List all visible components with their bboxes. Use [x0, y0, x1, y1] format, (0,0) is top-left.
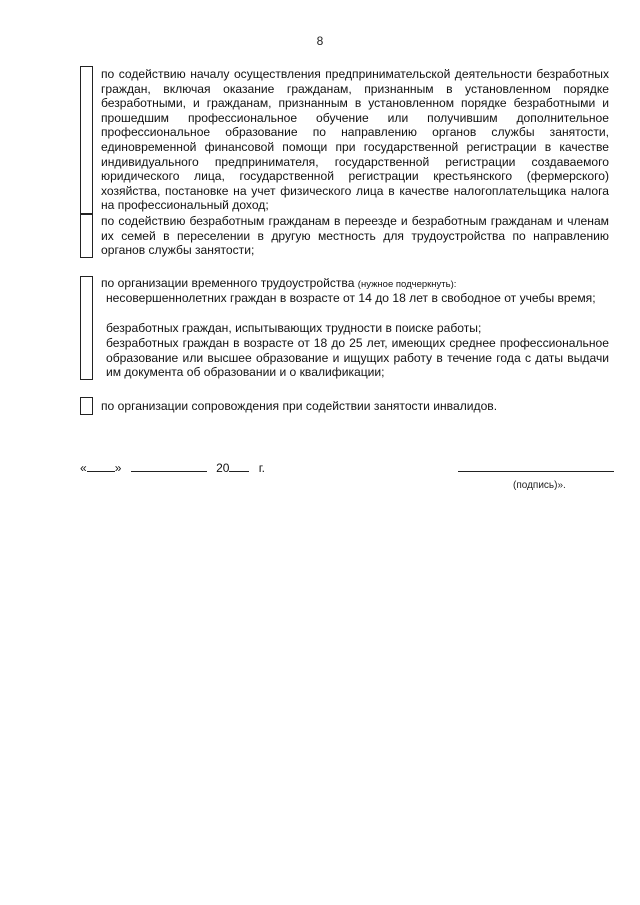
date-close-quote: »: [114, 461, 122, 475]
month-blank[interactable]: [131, 461, 207, 472]
signature-label: (подпись)».: [513, 480, 566, 491]
checkbox-relocation[interactable]: [80, 214, 93, 258]
signature-blank[interactable]: [458, 461, 614, 472]
year-suffix: г.: [258, 461, 266, 475]
checkbox-temporary-employment[interactable]: [80, 276, 93, 380]
option-disabled-support-text: по организации сопровождения при содействии занятости инвалидов.: [101, 399, 498, 413]
checkbox-disabled-support[interactable]: [80, 397, 93, 415]
option-entrepreneurship-text: по содействию началу осуществления предпринимательской деятельности безработных граждан, включая оказание гражданам, признанным в установленном порядке безработными, и гражданам, признанным в установленном порядке безработными и прошедшим профессиональное обучение или получившим дополнительное профессиональное образование по направлению органов службы занятости, единовременной финансовой помощи при государственной регистрации в качестве индивидуального предпринимателя, государственной регистрации создаваемого юридического лица, государственной регистрации крестьянского (фермерского) хозяйства, постановке на учет физического лица в качестве налогоплательщика налога на профессиональный доход;: [101, 67, 609, 213]
temporary-employment-subitem-minors: несовершеннолетних граждан в возрасте от 14 до 18 лет в свободное от учебы время;: [106, 291, 596, 305]
option-temporary-employment-note: (нужное подчеркнуть):: [357, 279, 457, 290]
option-temporary-employment-text: по организации временного трудоустройства: [101, 276, 355, 290]
year-blank[interactable]: [229, 461, 249, 472]
option-relocation-text: по содействию безработным гражданам в переезде и безработным гражданам и членам их семей в переселении в другую местность для трудоустройства по направлению органов службы занятости;: [101, 214, 609, 258]
temporary-employment-subitem-hardship: безработных граждан, испытывающих трудности в поиске работы;: [106, 321, 482, 335]
year-prefix: 20: [216, 461, 230, 475]
checkbox-entrepreneurship[interactable]: [80, 66, 93, 214]
date-open-quote: «: [80, 461, 87, 475]
temporary-employment-subitem-graduates: безработных граждан в возрасте от 18 до 25 лет, имеющих среднее профессиональное образование или высшее образование и ищущих работу в течение года с даты выдачи им документа об образовании и о квалификации;: [106, 336, 609, 380]
signature-field: [458, 461, 614, 475]
day-blank[interactable]: [87, 461, 115, 472]
date-field: [80, 461, 265, 475]
page-number: 8: [316, 34, 324, 48]
